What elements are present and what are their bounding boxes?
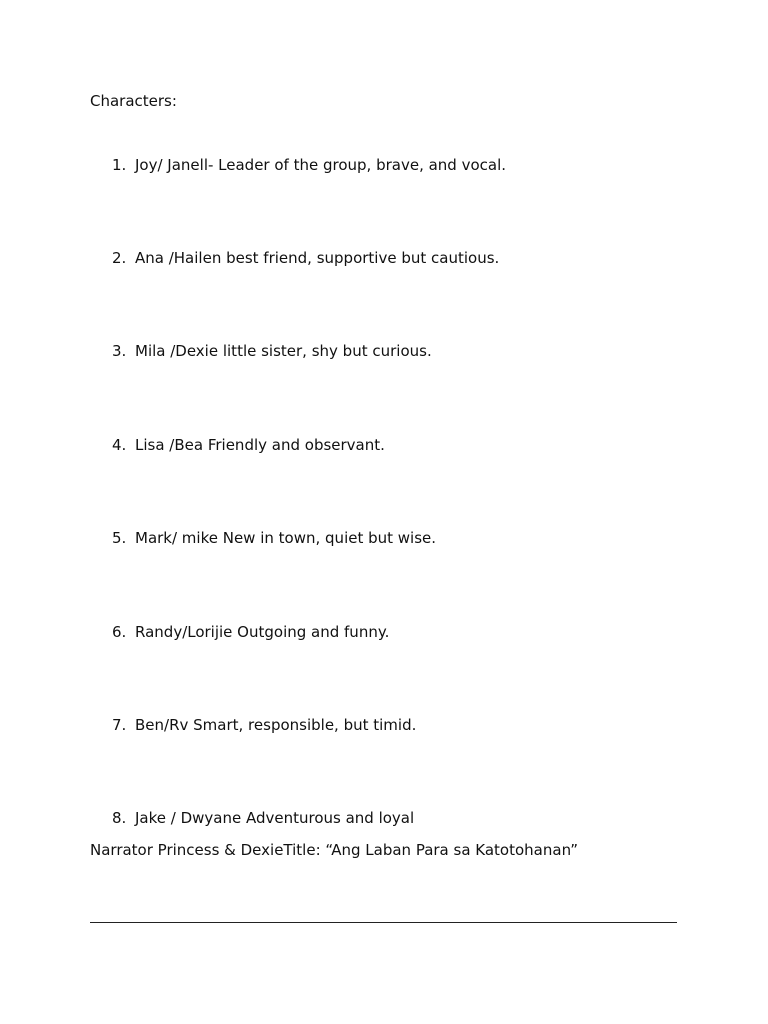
character-item: [112, 808, 414, 828]
character-description: Ana /Hailen best friend, supportive but cautious.: [135, 249, 500, 267]
character-description: Mark/ mike New in town, quiet but wise.: [135, 529, 437, 547]
list-number: 4.: [112, 436, 127, 454]
character-description: Jake / Dwyane Adventurous and loyal: [135, 809, 415, 827]
narrator-title-line: Narrator Princess & DexieTitle: “Ang Laban Para sa Katotohanan”: [90, 841, 579, 859]
list-number: 3.: [112, 342, 127, 360]
character-description: Lisa /Bea Friendly and observant.: [135, 436, 385, 454]
character-description: Joy/ Janell- Leader of the group, brave, and vocal.: [135, 156, 507, 174]
list-number: 2.: [112, 249, 127, 267]
character-description: Ben/Rv Smart, responsible, but timid.: [135, 716, 417, 734]
character-item: [112, 155, 506, 175]
list-number: 7.: [112, 716, 127, 734]
list-number: 6.: [112, 623, 127, 641]
character-item: [112, 715, 416, 735]
characters-heading: Characters:: [90, 92, 177, 110]
character-item: [112, 248, 499, 268]
list-number: 8.: [112, 809, 127, 827]
character-item: [112, 528, 436, 548]
character-item: [112, 622, 389, 642]
character-description: Randy/Lorijie Outgoing and funny.: [135, 623, 390, 641]
character-item: [112, 435, 385, 455]
character-description: Mila /Dexie little sister, shy but curious.: [135, 342, 432, 360]
list-number: 5.: [112, 529, 127, 547]
list-number: 1.: [112, 156, 127, 174]
horizontal-divider: [90, 922, 677, 923]
character-item: [112, 341, 432, 361]
